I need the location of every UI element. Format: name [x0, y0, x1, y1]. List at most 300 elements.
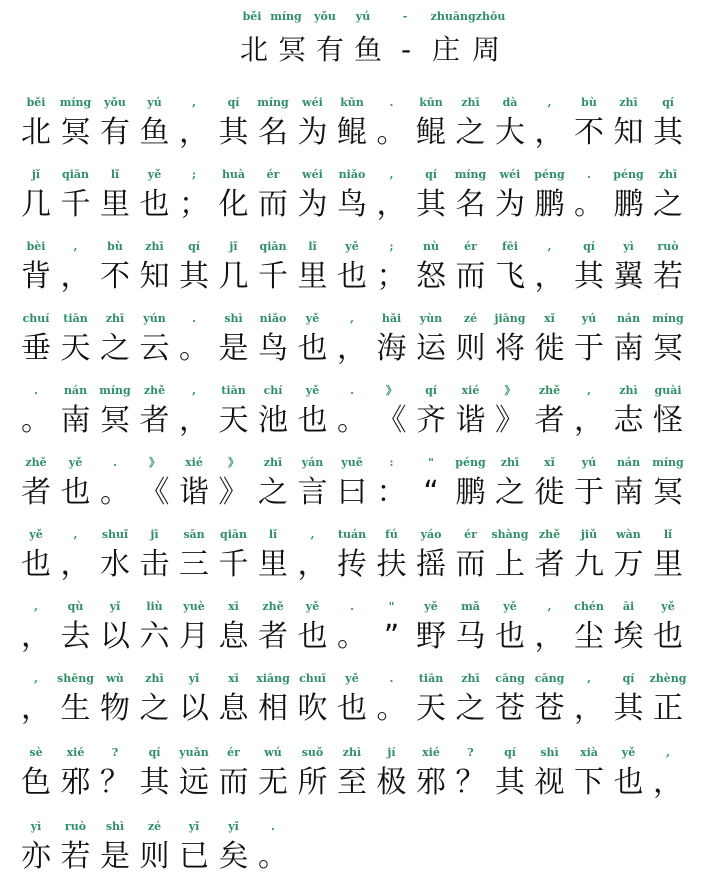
hanzi-character: 其 [218, 115, 249, 150]
hanzi-character: 月 [179, 619, 209, 654]
hanzi-character: 其 [613, 691, 644, 726]
hanzi-character: 志 [613, 403, 644, 438]
pinyin-syllable: xié [66, 746, 85, 759]
pinyin-syllable: 》 [504, 384, 516, 397]
hanzi-character: 下 [574, 765, 604, 800]
hanzi-character: ， [21, 691, 51, 726]
hanzi-character: 翼 [613, 259, 644, 294]
pinyin-syllable: ér [266, 168, 280, 181]
pinyin-syllable: lǐ [308, 240, 317, 253]
hanzi-character: 池 [258, 403, 288, 438]
pinyin-syllable: bù [107, 240, 123, 253]
hanzi-character: 南 [60, 403, 91, 438]
title-block [0, 0, 702, 70]
pinyin-syllable: yán [301, 456, 324, 469]
hanzi-character: 徙 [534, 331, 565, 366]
hanzi-character: 而 [455, 547, 486, 582]
pinyin-syllable: . [389, 672, 394, 685]
hanzi-character: 为 [297, 187, 328, 222]
hanzi-character: 是 [100, 839, 130, 874]
pinyin-syllable: zhī [145, 240, 164, 253]
pinyin-syllable: míng [652, 456, 684, 469]
hanzi-character: ， [179, 403, 209, 438]
hanzi-line [16, 473, 686, 517]
hanzi-character: 几 [218, 259, 249, 294]
pinyin-syllable: bù [581, 96, 597, 109]
pinyin-syllable: āi [622, 600, 635, 613]
pinyin-syllable: yùn [419, 312, 443, 325]
hanzi-character: 怒 [416, 259, 446, 294]
pinyin-syllable: wù [106, 672, 124, 685]
hanzi-character: 鲲 [337, 115, 367, 150]
pinyin-syllable: . [389, 96, 394, 109]
pinyin-syllable: zhī [461, 672, 480, 685]
pinyin-syllable: chuí [22, 312, 50, 325]
hanzi-character: 是 [218, 331, 249, 366]
title-pinyin-line [240, 9, 540, 25]
pinyin-syllable: wú [264, 746, 282, 759]
hanzi-character: 视 [534, 765, 565, 800]
hanzi-character: 将 [495, 331, 525, 366]
hanzi-character: 若 [60, 839, 91, 874]
hanzi-character: 其 [574, 259, 604, 294]
poem-line [16, 745, 686, 807]
pinyin-syllable: yě [503, 600, 517, 613]
hanzi-character: ， [534, 115, 565, 150]
hanzi-character: 。 [337, 619, 367, 654]
pinyin-syllable: zhě [25, 456, 47, 469]
pinyin-syllable: jǐ [229, 240, 238, 253]
poem-line [16, 671, 686, 733]
pinyin-syllable: qù [67, 600, 84, 613]
pinyin-syllable: , [666, 746, 670, 759]
pinyin-syllable: wéi [302, 96, 323, 109]
hanzi-line [16, 257, 686, 301]
pinyin-syllable: , [587, 672, 591, 685]
pinyin-syllable: shì [105, 820, 125, 833]
hanzi-character: 之 [455, 115, 486, 150]
hanzi-character: 也 [653, 619, 683, 654]
pinyin-syllable: shàng [491, 528, 529, 541]
hanzi-character: 者 [139, 403, 170, 438]
pinyin-syllable: qí [425, 384, 437, 397]
hanzi-character: 。 [574, 187, 604, 222]
pinyin-syllable: xī [228, 600, 239, 613]
pinyin-syllable: yuē [341, 456, 363, 469]
pinyin-syllable: zé [147, 820, 162, 833]
pinyin-syllable: qiān [220, 528, 247, 541]
pinyin-line [16, 95, 686, 113]
pinyin-syllable: ér [464, 528, 477, 541]
hanzi-character: 天 [416, 691, 446, 726]
pinyin-syllable: qí [227, 96, 240, 109]
hanzi-character: 云 [139, 331, 170, 366]
hanzi-character: 。 [258, 839, 288, 874]
hanzi-character: 物 [100, 691, 130, 726]
pinyin-syllable: , [73, 528, 78, 541]
pinyin-syllable: zhì [342, 746, 362, 759]
hanzi-character: 天 [218, 403, 249, 438]
hanzi-character: ？ [100, 765, 130, 800]
hanzi-character: 里 [100, 187, 130, 222]
pinyin-syllable: liù [146, 600, 163, 613]
title-pinyin-syllable: - [402, 10, 408, 23]
pinyin-syllable: . [192, 312, 196, 325]
pinyin-syllable: xié [185, 456, 203, 469]
hanzi-character: 之 [455, 691, 486, 726]
hanzi-character: 九 [574, 547, 604, 582]
pinyin-line [16, 745, 686, 763]
hanzi-character: 也 [613, 765, 644, 800]
pinyin-syllable: zé [463, 312, 478, 325]
poem-line [16, 599, 686, 661]
hanzi-character: 鹏 [534, 187, 565, 222]
hanzi-character: 名 [455, 187, 486, 222]
pinyin-syllable: hǎi [381, 312, 402, 325]
hanzi-character: ？ [455, 765, 486, 800]
hanzi-character: 也 [60, 475, 91, 510]
hanzi-character: 所 [297, 765, 328, 800]
hanzi-character: 息 [218, 619, 249, 654]
title-character: 有 [315, 33, 345, 66]
hanzi-character: 南 [613, 331, 644, 366]
hanzi-character: 运 [416, 331, 446, 366]
hanzi-character: 南 [613, 475, 644, 510]
pinyin-syllable: , [73, 240, 78, 253]
hanzi-character: 已 [179, 839, 209, 874]
hanzi-character: ， [574, 403, 604, 438]
pinyin-syllable: jiǔ [580, 528, 598, 541]
hanzi-character: 之 [653, 187, 683, 222]
hanzi-character: 不 [574, 115, 604, 150]
pinyin-syllable: wéi [499, 168, 521, 181]
pinyin-syllable: yě [68, 456, 83, 469]
pinyin-syllable: wàn [616, 528, 641, 541]
hanzi-character: 冥 [60, 115, 91, 150]
hanzi-character: 之 [139, 691, 170, 726]
poem-line [16, 95, 686, 157]
hanzi-character: 者 [258, 619, 288, 654]
hanzi-character: 扶 [376, 547, 407, 582]
hanzi-character: 六 [139, 619, 170, 654]
pinyin-syllable: . [34, 384, 38, 397]
pinyin-syllable: . [271, 820, 275, 833]
poem-line [16, 167, 686, 229]
title-character: 北 [239, 33, 269, 66]
hanzi-character: ； [179, 187, 209, 222]
pinyin-syllable: . [350, 600, 354, 613]
hanzi-character: “ [423, 475, 439, 510]
hanzi-character: 之 [258, 475, 288, 510]
hanzi-character: 曰 [337, 475, 367, 510]
hanzi-character: 。 [376, 115, 407, 150]
pinyin-syllable: " [428, 456, 434, 469]
poem-line [16, 383, 686, 445]
hanzi-character: 正 [653, 691, 683, 726]
hanzi-character: 矣 [218, 839, 249, 874]
pinyin-syllable: zhī [105, 312, 125, 325]
hanzi-character: 谐 [455, 403, 486, 438]
pinyin-syllable: yáo [420, 528, 442, 541]
hanzi-character: 背 [21, 259, 51, 294]
pinyin-syllable: ? [111, 746, 119, 759]
pinyin-syllable: kūn [340, 96, 364, 109]
pinyin-syllable: , [192, 384, 196, 397]
hanzi-character: 以 [179, 691, 209, 726]
hanzi-character: 鱼 [139, 115, 170, 150]
hanzi-character: 《 [139, 475, 170, 510]
pinyin-syllable: niǎo [338, 168, 366, 181]
pinyin-syllable: yú [581, 456, 597, 469]
hanzi-character: 则 [139, 839, 170, 874]
pinyin-line [16, 311, 686, 329]
hanzi-character: ， [534, 259, 565, 294]
pinyin-syllable: ruò [64, 820, 87, 833]
hanzi-character: 而 [258, 187, 288, 222]
pinyin-syllable: zhī [145, 672, 164, 685]
pinyin-syllable: xiāng [256, 672, 290, 685]
hanzi-character: 。 [21, 403, 51, 438]
pinyin-syllable: qí [662, 96, 674, 109]
hanzi-character: 野 [416, 619, 446, 654]
pinyin-syllable: lǐ [110, 168, 120, 181]
hanzi-character: 者 [534, 547, 565, 582]
hanzi-character: 上 [495, 547, 525, 582]
pinyin-syllable: jǐ [31, 168, 41, 181]
pinyin-syllable: péng [613, 168, 644, 181]
pinyin-syllable: tuán [337, 528, 367, 541]
hanzi-character: 邪 [416, 765, 446, 800]
pinyin-syllable: zhī [461, 96, 480, 109]
hanzi-character: 知 [139, 259, 170, 294]
title-pinyin-syllable: běi [242, 10, 262, 23]
hanzi-character: 冥 [100, 403, 130, 438]
pinyin-syllable: suǒ [301, 746, 324, 759]
pinyin-syllable: ; [389, 240, 394, 253]
pinyin-syllable: zhī [658, 168, 678, 181]
pinyin-syllable: zhī [263, 456, 283, 469]
pinyin-syllable: yě [424, 600, 438, 613]
pinyin-syllable: mǎ [461, 600, 480, 613]
pinyin-syllable: . [587, 168, 591, 181]
hanzi-line [16, 763, 686, 807]
pinyin-syllable: yuǎn [179, 746, 209, 759]
pinyin-syllable: míng [59, 96, 92, 109]
pinyin-syllable: péng [455, 456, 486, 469]
hanzi-character: 其 [139, 765, 170, 800]
hanzi-character: 也 [21, 547, 51, 582]
pinyin-syllable: nán [63, 384, 88, 397]
hanzi-line [16, 401, 686, 445]
pinyin-syllable: yǐ [228, 820, 239, 833]
hanzi-character: 大 [495, 115, 525, 150]
hanzi-line [16, 329, 686, 373]
hanzi-character: 而 [455, 259, 486, 294]
pinyin-syllable: fú [385, 528, 398, 541]
pinyin-syllable: tiān [63, 312, 88, 325]
pinyin-syllable: yǒu [104, 96, 126, 109]
hanzi-line [16, 617, 686, 661]
pinyin-syllable: zhī [500, 456, 520, 469]
pinyin-syllable: ér [464, 240, 477, 253]
pinyin-syllable: 》 [386, 384, 397, 397]
hanzi-character: 知 [613, 115, 644, 150]
pinyin-syllable: yǐ [109, 600, 121, 613]
hanzi-character: 名 [258, 115, 288, 150]
hanzi-character: 吹 [297, 691, 328, 726]
hanzi-character: 《 [376, 403, 407, 438]
pinyin-line [16, 239, 686, 257]
pinyin-syllable: 》 [149, 456, 160, 469]
hanzi-character: 其 [179, 259, 209, 294]
pinyin-syllable: , [34, 600, 38, 613]
hanzi-character: 言 [297, 475, 328, 510]
hanzi-character: 。 [337, 403, 367, 438]
hanzi-character: 以 [100, 619, 130, 654]
hanzi-character: 怪 [653, 403, 683, 438]
hanzi-character: 垂 [21, 331, 51, 366]
pinyin-syllable: , [547, 96, 552, 109]
poem-line [16, 455, 686, 517]
hanzi-character: ， [376, 187, 407, 222]
hanzi-character: 海 [376, 331, 407, 366]
pinyin-syllable: míng [99, 384, 131, 397]
hanzi-character: 鲲 [416, 115, 446, 150]
pinyin-syllable: chén [574, 600, 604, 613]
hanzi-character: ” [383, 619, 400, 654]
pinyin-syllable: yǐ [188, 820, 200, 833]
pinyin-syllable: yě [345, 672, 359, 685]
hanzi-character: ， [297, 547, 328, 582]
pinyin-syllable: qí [583, 240, 595, 253]
hanzi-line [16, 185, 686, 229]
hanzi-character: 水 [100, 547, 130, 582]
pinyin-syllable: ér [227, 746, 240, 759]
pinyin-syllable: 》 [228, 456, 239, 469]
hanzi-character: 。 [376, 691, 407, 726]
pinyin-syllable: jí [387, 746, 396, 759]
hanzi-character: 飞 [495, 259, 525, 294]
pinyin-syllable: míng [257, 96, 289, 109]
pinyin-syllable: zhèng [649, 672, 687, 685]
hanzi-character: 有 [100, 115, 130, 150]
pinyin-syllable: qí [188, 240, 200, 253]
hanzi-character: 谐 [179, 475, 209, 510]
pinyin-syllable: , [587, 384, 591, 397]
title-pinyin-syllable: yǒu [314, 10, 336, 23]
pinyin-syllable: tiān [221, 384, 246, 397]
pinyin-syllable: yú [147, 96, 162, 109]
pinyin-syllable: qí [622, 672, 635, 685]
poem-line [16, 819, 686, 881]
hanzi-character: 为 [297, 115, 328, 150]
pinyin-syllable: yě [661, 600, 675, 613]
pinyin-syllable: zhì [619, 384, 638, 397]
hanzi-character: 其 [653, 115, 683, 150]
hanzi-character: 于 [574, 331, 604, 366]
pinyin-syllable: péng [534, 168, 565, 181]
hanzi-character: 化 [218, 187, 249, 222]
hanzi-character: 天 [60, 331, 91, 366]
hanzi-character: 息 [218, 691, 249, 726]
pinyin-syllable: shì [224, 312, 243, 325]
pinyin-syllable: yǐ [188, 672, 200, 685]
hanzi-character: ， [179, 115, 209, 150]
pinyin-syllable: yě [621, 746, 636, 759]
hanzi-character: 徙 [534, 475, 565, 510]
pinyin-syllable: cāng [495, 672, 525, 685]
poem-line [16, 239, 686, 301]
hanzi-character: 也 [297, 331, 328, 366]
hanzi-character: 几 [21, 187, 51, 222]
pinyin-syllable: lǐ [663, 528, 673, 541]
pinyin-syllable: zhī [619, 96, 638, 109]
pinyin-syllable: ? [467, 746, 474, 759]
hanzi-character: 也 [495, 619, 525, 654]
hanzi-line [16, 113, 686, 157]
hanzi-character: 苍 [534, 691, 565, 726]
hanzi-character: 鹏 [613, 187, 644, 222]
hanzi-character: 里 [653, 547, 683, 582]
title-pinyin-syllable: míng [270, 10, 302, 23]
hanzi-character: 。 [179, 331, 209, 366]
pinyin-syllable: zhě [538, 528, 561, 541]
pinyin-syllable: ruò [657, 240, 679, 253]
pinyin-syllable: ; [191, 168, 197, 181]
hanzi-character: 而 [218, 765, 249, 800]
pinyin-syllable: míng [454, 168, 487, 181]
hanzi-character: 三 [179, 547, 209, 582]
pinyin-syllable: xǐ [544, 456, 555, 469]
title-hanzi-line [240, 30, 540, 68]
pinyin-line [16, 167, 686, 185]
hanzi-character: 也 [139, 187, 170, 222]
pinyin-syllable: xié [461, 384, 480, 397]
pinyin-line [16, 599, 686, 617]
pinyin-syllable: qí [425, 168, 437, 181]
pinyin-syllable: jī [150, 528, 159, 541]
hanzi-character: 千 [60, 187, 91, 222]
pinyin-syllable: sè [29, 746, 43, 759]
pinyin-syllable: yì [623, 240, 634, 253]
hanzi-character: 万 [613, 547, 644, 582]
pinyin-syllable: shēng [57, 672, 94, 685]
hanzi-character: 里 [258, 547, 288, 582]
pinyin-syllable: xià [580, 746, 598, 759]
pinyin-syllable: cāng [534, 672, 565, 685]
pinyin-syllable: . [350, 384, 354, 397]
hanzi-character: 相 [258, 691, 288, 726]
hanzi-character: 也 [297, 619, 328, 654]
title-character: 庄 [431, 33, 461, 66]
pinyin-syllable: , [310, 528, 315, 541]
hanzi-character: 冥 [653, 475, 683, 510]
pinyin-line [16, 671, 686, 689]
pinyin-syllable: yuè [183, 600, 205, 613]
hanzi-character: 不 [100, 259, 130, 294]
pinyin-syllable: zhě [538, 384, 561, 397]
hanzi-character: 千 [258, 259, 288, 294]
pinyin-syllable: qiān [62, 168, 89, 181]
hanzi-character: ， [60, 547, 91, 582]
pinyin-syllable: tiān [418, 672, 444, 685]
pinyin-syllable: yú [581, 312, 597, 325]
pinyin-syllable: , [192, 96, 196, 109]
hanzi-character: 冥 [653, 331, 683, 366]
pinyin-syllable: xǐ [544, 312, 555, 325]
hanzi-character: 其 [495, 765, 525, 800]
pinyin-syllable: wéi [302, 168, 323, 181]
